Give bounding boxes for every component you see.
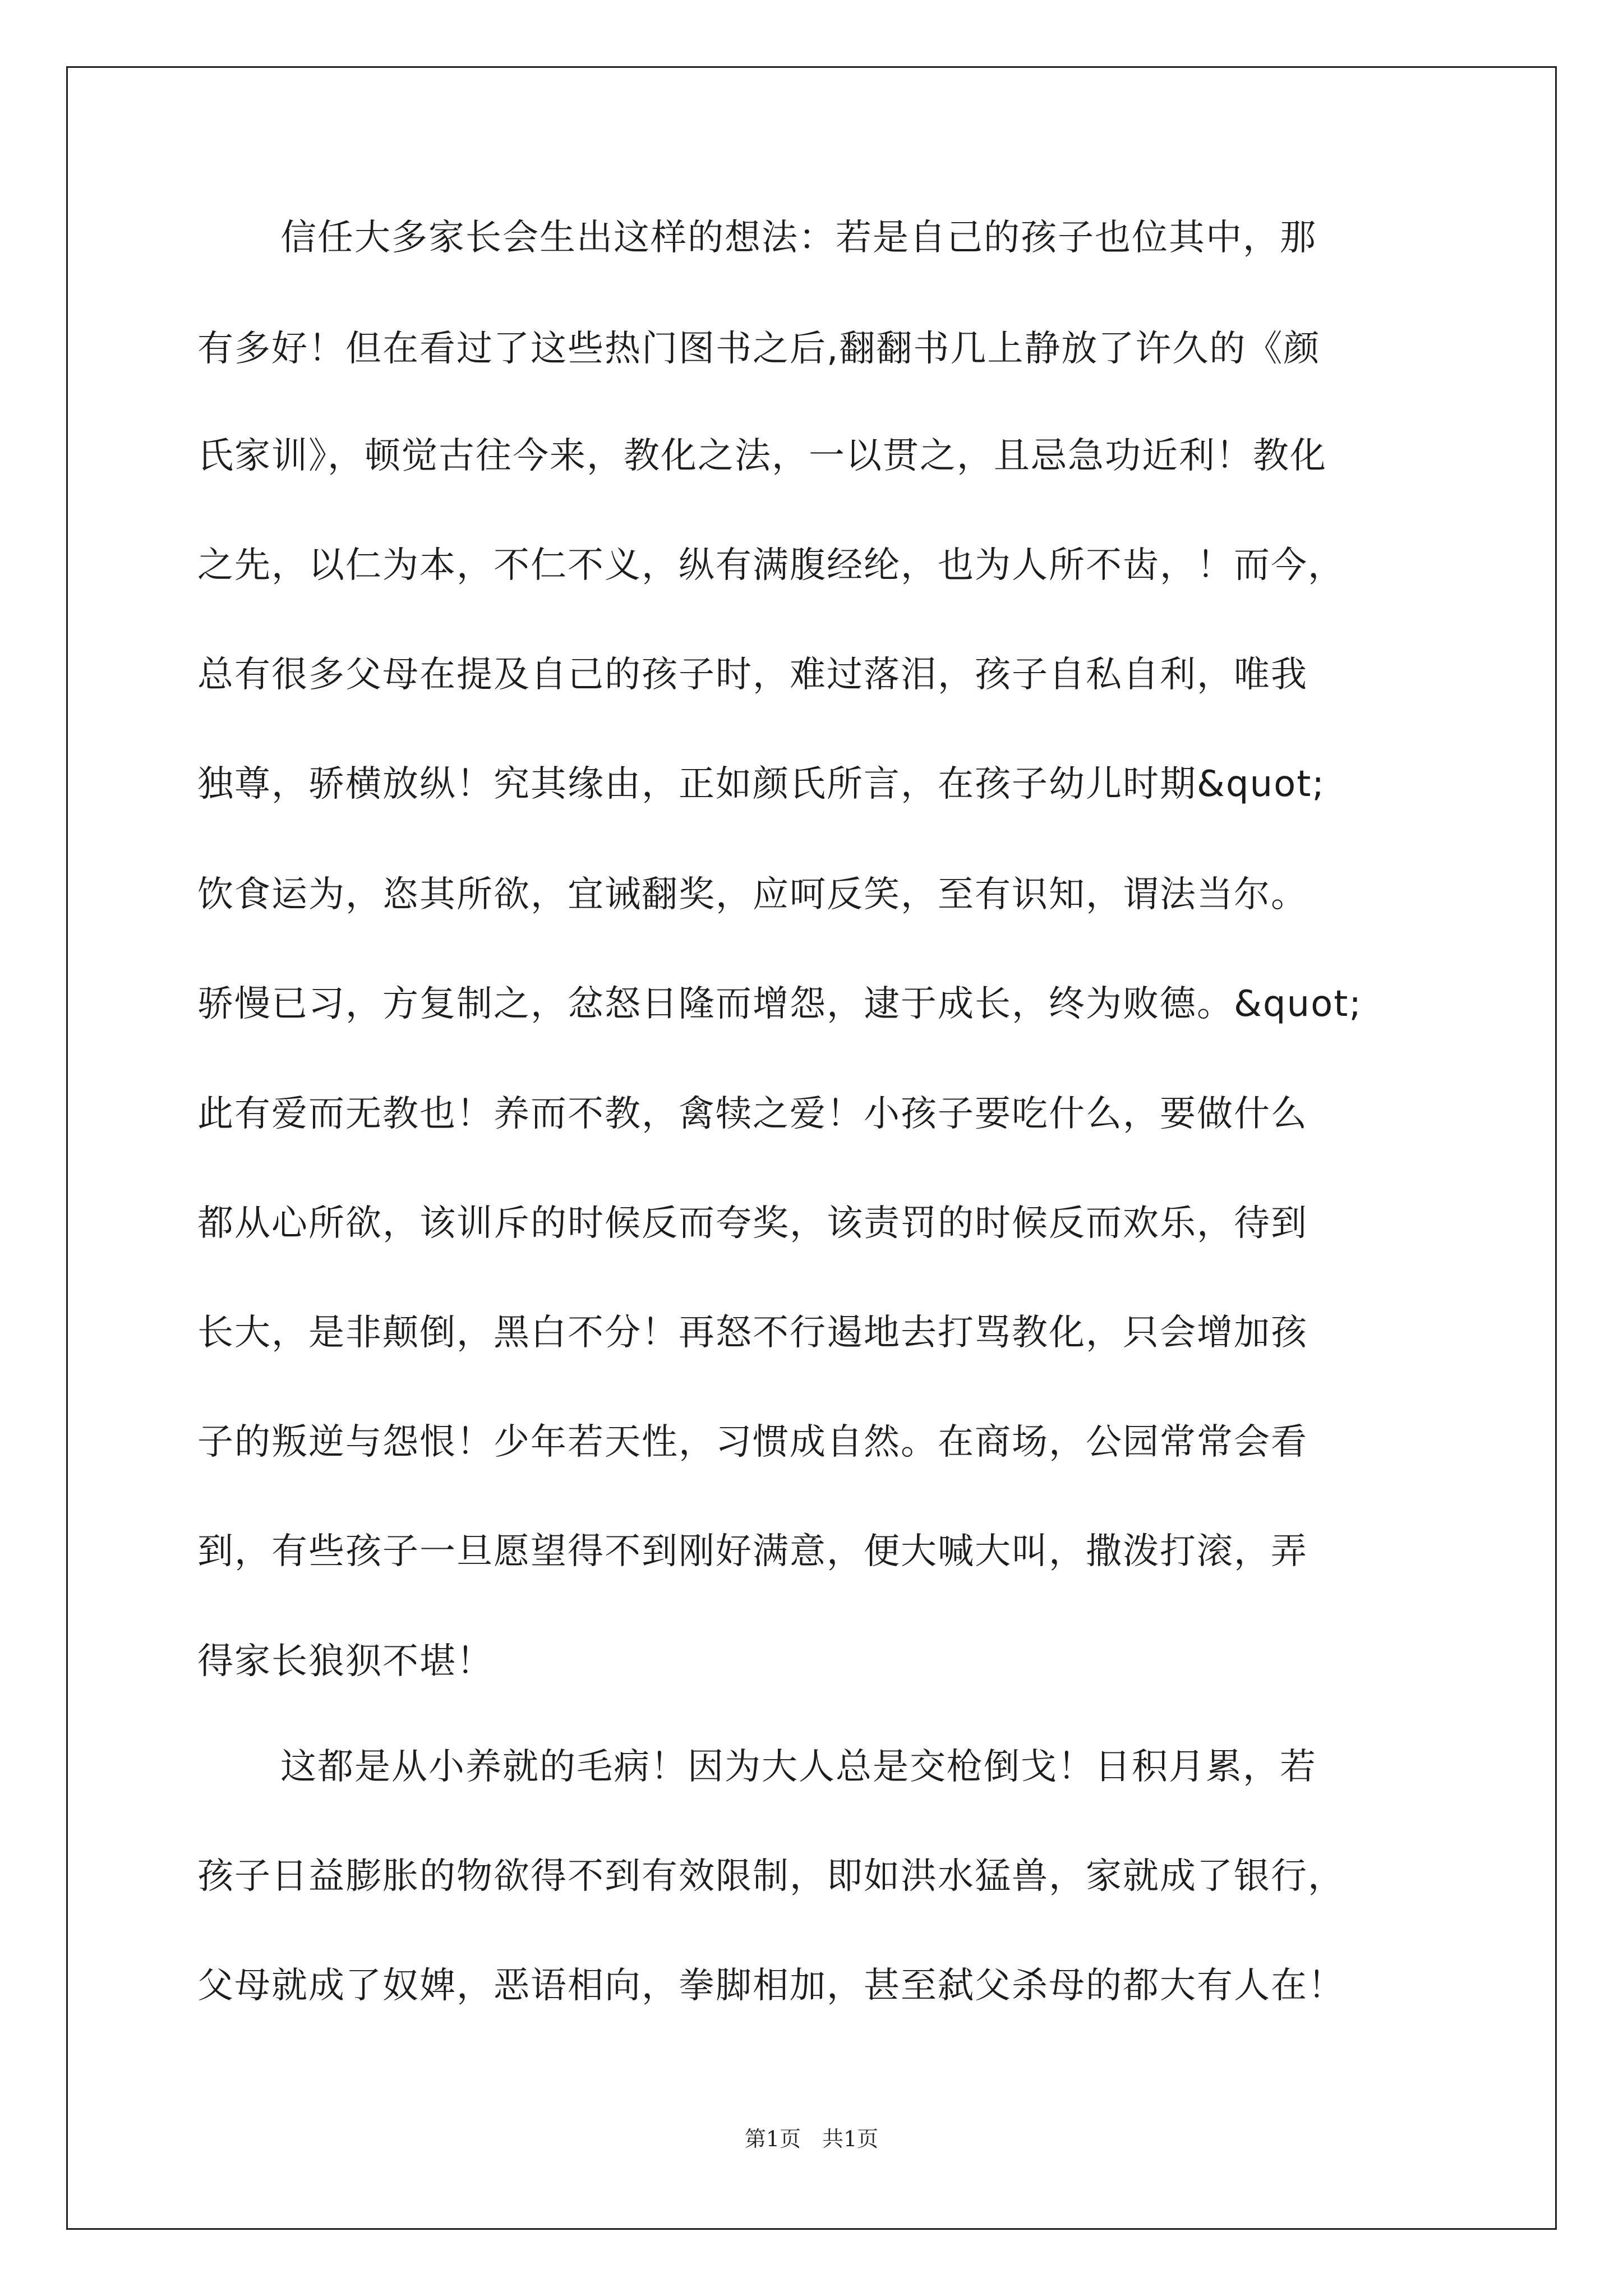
paragraph-2-line-2: 孩子日益膨胀的物欲得不到有效限制，即如洪水猛兽，家就成了银行， <box>197 1856 1345 1897</box>
paragraph-1-line-9: 此有爱而无教也！养而不教，禽犊之爱！小孩子要吃什么，要做什么 <box>197 1093 1308 1135</box>
paragraph-1-line-12: 子的叛逆与怨恨！少年若天性，习惯成自然。在商场，公园常常会看 <box>197 1421 1308 1463</box>
page-border <box>66 66 1557 2230</box>
paragraph-1-line-8: 骄慢已习，方复制之，忿怒日隆而增怨，逮于成长，终为败德。&quot; <box>197 983 1362 1025</box>
paragraph-1-line-13: 到，有些孩子一旦愿望得不到刚好满意，便大喊大叫，撒泼打滚，弄 <box>197 1531 1308 1572</box>
paragraph-1-line-6: 独尊，骄横放纵！究其缘由，正如颜氏所言，在孩子幼儿时期&quot; <box>197 763 1325 805</box>
page-number-footer: 第1页 共1页 <box>744 2127 879 2151</box>
paragraph-1-line-1: 信任大多家长会生出这样的想法：若是自己的孩子也位其中，那 <box>280 217 1317 259</box>
paragraph-1-line-7: 饮食运为，恣其所欲，宜诫翻奖，应呵反笑，至有识知，谓法当尔。 <box>197 874 1308 915</box>
paragraph-1-line-2: 有多好！但在看过了这些热门图书之后,翻翻书几上静放了许久的《颜 <box>197 328 1321 370</box>
paragraph-1-line-14: 得家长狼狈不堪！ <box>197 1641 494 1682</box>
paragraph-1-line-11: 长大，是非颠倒，黑白不分！再怒不行遏地去打骂教化，只会增加孩 <box>197 1312 1308 1354</box>
paragraph-2-line-3: 父母就成了奴婢，恶语相向，拳脚相加，甚至弑父杀母的都大有人在！ <box>197 1965 1345 2007</box>
paragraph-2-line-1: 这都是从小养就的毛病！因为大人总是交枪倒戈！日积月累，若 <box>280 1746 1317 1788</box>
paragraph-1-line-5: 总有很多父母在提及自己的孩子时，难过落泪，孩子自私自利，唯我 <box>197 654 1308 696</box>
paragraph-1-line-4: 之先，以仁为本，不仁不义，纵有满腹经纶，也为人所不齿，！而今， <box>197 545 1345 586</box>
paragraph-1-line-10: 都从心所欲，该训斥的时候反而夸奖，该责罚的时候反而欢乐，待到 <box>197 1203 1308 1244</box>
paragraph-1-line-3: 氏家训》，顿觉古往今来，教化之法，一以贯之，且忌急功近利！教化 <box>197 435 1327 477</box>
